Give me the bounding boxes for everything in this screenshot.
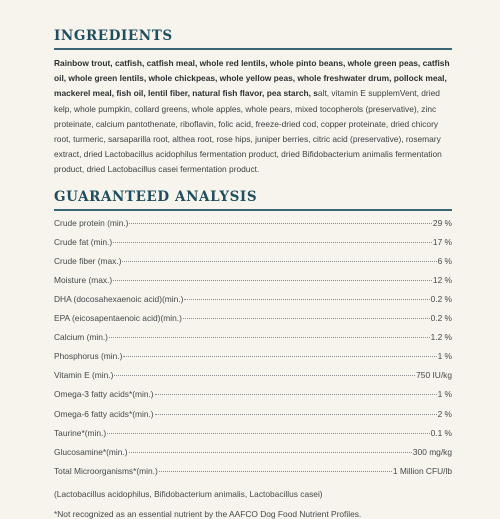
ingredients-regular-text: alt, vitamin E supplemVent, dried kelp, whole pumpkin, collard greens, whole apples, whole pears, mixed tocopherols (preservative), zinc proteinate, calcium pantothenate, riboflavin, folic acid, freeze-dried cod, copper proteinate, dried chicory root, turmeric, sarsaparilla root, althea root, rose hips, juniper berries, citric acid (preservative), rosemary extract, dried Lactobacillus acidophilus fermentation product, dried Bifidobacterium animalis fermentation product, dried Lactobacillus casei fermentation product. <box>54 88 442 175</box>
analysis-row <box>54 428 452 447</box>
nutrient-value: 2 % <box>437 408 452 419</box>
dot-leader <box>155 414 437 415</box>
analysis-row <box>54 237 452 256</box>
dot-leader <box>159 471 392 472</box>
nutrient-value: 750 IU/kg <box>416 370 452 381</box>
nutrient-value: 1 % <box>437 351 452 362</box>
aafco-footnote: *Not recognized as an essential nutrient by the AAFCO Dog Food Nutrient Profiles. <box>54 508 362 519</box>
nutrient-name: Glucosamine*(min.) <box>54 446 128 457</box>
nutrient-value: 1 Million CFU/lb <box>392 465 452 476</box>
analysis-row <box>54 447 452 466</box>
dot-leader <box>123 356 436 357</box>
ingredients-divider <box>54 48 452 50</box>
dot-leader <box>109 337 430 338</box>
microorganisms-note: (Lactobacillus acidophilus, Bifidobacterium animalis, Lactobacillus casei) <box>54 488 323 499</box>
nutrient-name: Phosphorus (min.) <box>54 351 123 362</box>
nutrient-name: Total Microorganisms*(min.) <box>54 465 158 476</box>
nutrient-value: 29 % <box>432 217 452 228</box>
dot-leader <box>155 394 437 395</box>
dot-leader <box>122 261 436 262</box>
analysis-divider <box>54 209 452 211</box>
dot-leader <box>113 242 432 243</box>
ingredients-text <box>54 56 452 178</box>
analysis-row <box>54 313 452 332</box>
nutrient-value: 1 % <box>437 389 452 400</box>
nutrient-name: Vitamin E (min.) <box>54 370 114 381</box>
dot-leader <box>184 299 429 300</box>
analysis-row <box>54 351 452 370</box>
analysis-row <box>54 275 452 294</box>
dot-leader <box>129 452 412 453</box>
nutrient-name: Crude fiber (max.) <box>54 255 122 266</box>
dot-leader <box>107 433 429 434</box>
nutrient-name: Omega-3 fatty acids*(min.) <box>54 389 154 400</box>
ingredients-title: INGREDIENTS <box>54 28 173 44</box>
analysis-row <box>54 370 452 389</box>
nutrient-name: Omega-6 fatty acids*(min.) <box>54 408 154 419</box>
nutrient-name: Calcium (min.) <box>54 332 108 343</box>
dot-leader <box>113 280 432 281</box>
analysis-list <box>54 218 452 485</box>
analysis-row <box>54 332 452 351</box>
analysis-row <box>54 256 452 275</box>
analysis-row <box>54 294 452 313</box>
analysis-row <box>54 389 452 408</box>
nutrient-value: 0.2 % <box>430 294 452 304</box>
guaranteed-analysis-title: GUARANTEED ANALYSIS <box>54 188 258 205</box>
dot-leader <box>183 318 430 319</box>
nutrient-value: 0.2 % <box>430 313 452 324</box>
nutrient-value: 1.2 % <box>430 332 452 343</box>
dot-leader <box>129 223 431 224</box>
analysis-row <box>54 466 452 485</box>
nutrient-name: Moisture (max.) <box>54 274 113 285</box>
ingredients-bold-text: Rainbow trout, catfish, catfish meal, whole red lentils, whole pinto beans, whole green peas, catfish oil, whole green lentils, whole chickpeas, whole yellow peas, whole freshwater drum, pollock meal, mackerel meal, fish oil, lentil fiber, natural fish flavor, pea starch, s <box>54 58 450 99</box>
nutrient-name: Taurine*(min.) <box>54 427 107 438</box>
nutrient-value: 12 % <box>432 274 452 285</box>
analysis-row <box>54 218 452 237</box>
nutrient-name: Crude fat (min.) <box>54 236 113 247</box>
analysis-row <box>54 409 452 428</box>
nutrient-value: 17 % <box>432 236 452 247</box>
nutrient-value: 300 mg/kg <box>412 446 452 457</box>
dot-leader <box>114 375 415 376</box>
nutrient-name: DHA (docosahexaenoic acid)(min.) <box>54 294 184 304</box>
nutrient-value: 6 % <box>437 255 452 266</box>
nutrient-name: Crude protein (min.) <box>54 217 129 228</box>
nutrient-name: EPA (eicosapentaenoic acid)(min.) <box>54 313 182 324</box>
nutrient-value: 0.1 % <box>430 427 452 438</box>
